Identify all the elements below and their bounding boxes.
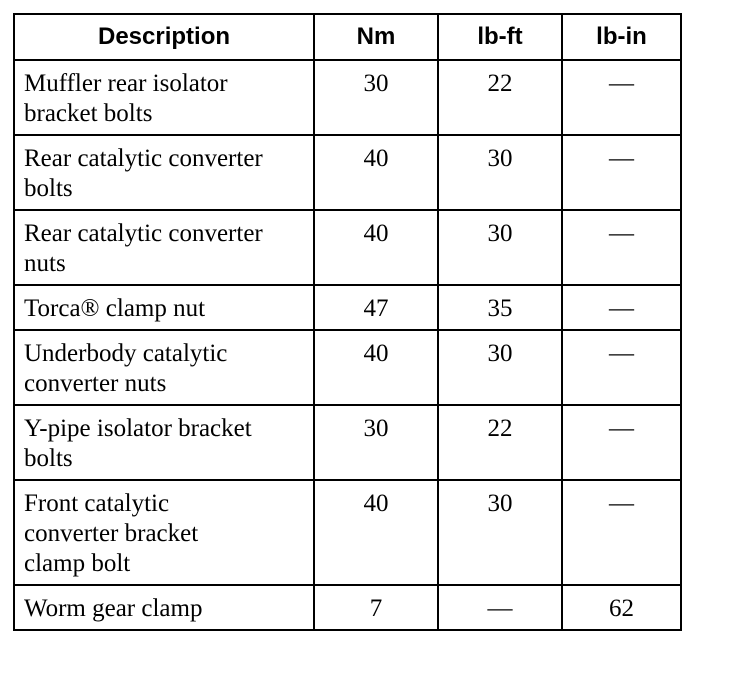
description-cell: Worm gear clamp xyxy=(14,585,314,630)
nm-cell: 47 xyxy=(314,285,438,330)
lbin-cell: — xyxy=(562,405,681,480)
table-row xyxy=(14,285,681,330)
description-cell: Muffler rear isolator bracket bolts xyxy=(14,60,314,135)
table-row xyxy=(14,480,681,585)
header-lbft: lb-ft xyxy=(438,14,562,60)
lbin-cell: — xyxy=(562,285,681,330)
lbft-cell: 22 xyxy=(438,60,562,135)
header-lbin: lb-in xyxy=(562,14,681,60)
table-row xyxy=(14,135,681,210)
lbin-cell: — xyxy=(562,135,681,210)
lbin-cell: 62 xyxy=(562,585,681,630)
header-row xyxy=(14,14,681,60)
header-nm: Nm xyxy=(314,14,438,60)
description-cell: Rear catalytic converter bolts xyxy=(14,135,314,210)
lbin-cell: — xyxy=(562,60,681,135)
table-row xyxy=(14,210,681,285)
nm-cell: 7 xyxy=(314,585,438,630)
lbft-cell: 35 xyxy=(438,285,562,330)
lbft-cell: — xyxy=(438,585,562,630)
nm-cell: 40 xyxy=(314,330,438,405)
description-cell: Front catalytic converter bracket clamp bolt xyxy=(14,480,314,585)
lbft-cell: 30 xyxy=(438,330,562,405)
description-cell: Underbody catalytic converter nuts xyxy=(14,330,314,405)
lbin-cell: — xyxy=(562,480,681,585)
lbft-cell: 30 xyxy=(438,210,562,285)
lbft-cell: 30 xyxy=(438,480,562,585)
table-row xyxy=(14,60,681,135)
description-cell: Torca® clamp nut xyxy=(14,285,314,330)
nm-cell: 40 xyxy=(314,135,438,210)
nm-cell: 30 xyxy=(314,405,438,480)
description-cell: Rear catalytic converter nuts xyxy=(14,210,314,285)
nm-cell: 40 xyxy=(314,480,438,585)
nm-cell: 40 xyxy=(314,210,438,285)
table-row xyxy=(14,405,681,480)
lbft-cell: 30 xyxy=(438,135,562,210)
table-row xyxy=(14,330,681,405)
header-description: Description xyxy=(14,14,314,60)
lbft-cell: 22 xyxy=(438,405,562,480)
torque-spec-table xyxy=(13,13,682,631)
description-cell: Y-pipe isolator bracket bolts xyxy=(14,405,314,480)
lbin-cell: — xyxy=(562,210,681,285)
nm-cell: 30 xyxy=(314,60,438,135)
lbin-cell: — xyxy=(562,330,681,405)
table-row xyxy=(14,585,681,630)
